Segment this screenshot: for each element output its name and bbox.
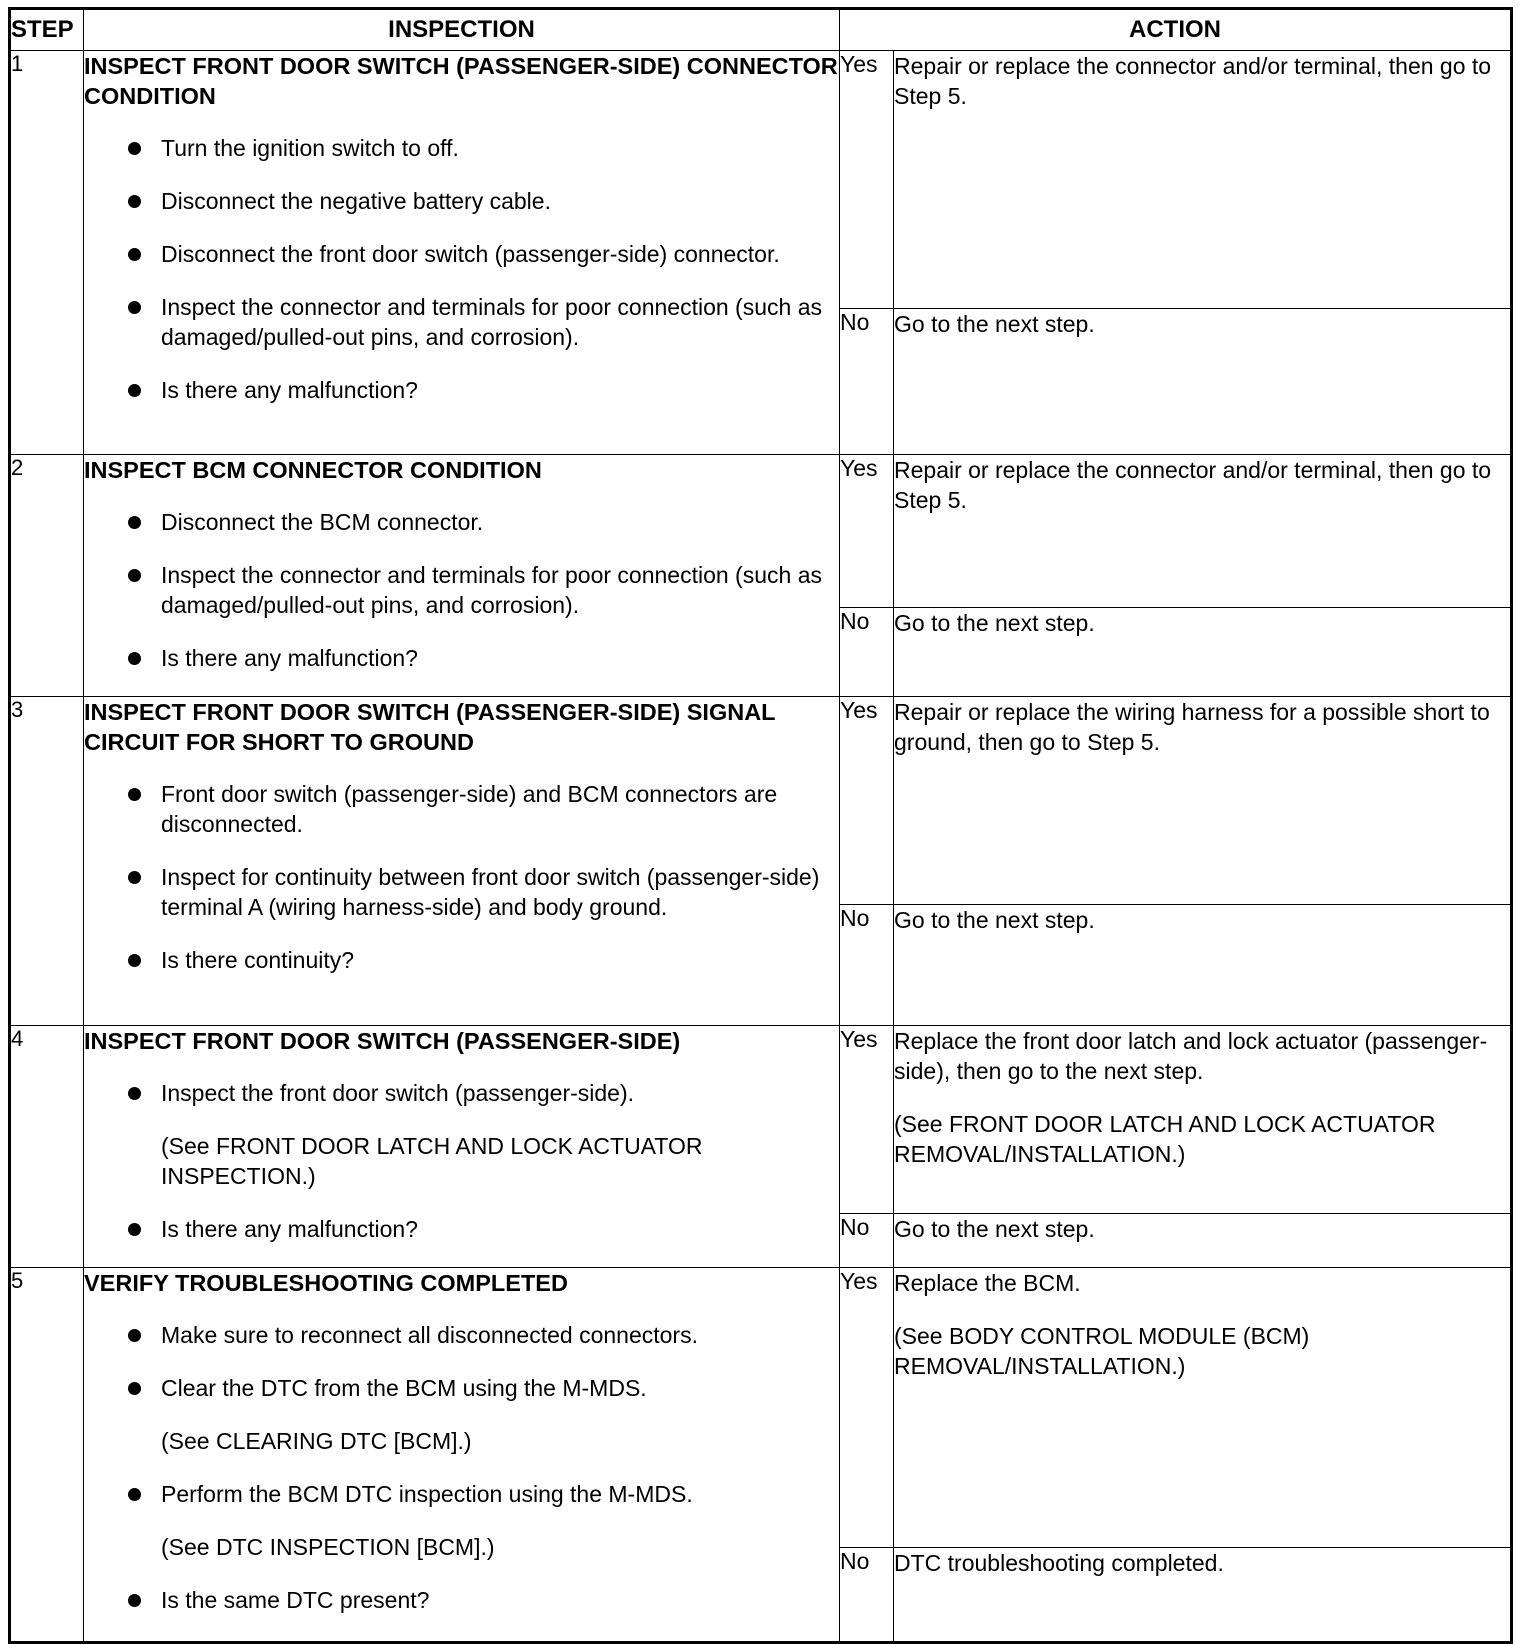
- inspection-item: [84, 1078, 839, 1108]
- item-text: (See FRONT DOOR LATCH AND LOCK ACTUATOR INSPECTION.): [161, 1133, 703, 1189]
- yes-label: Yes: [840, 455, 894, 608]
- no-label: No: [840, 309, 894, 455]
- yes-label: Yes: [840, 1268, 894, 1548]
- item-text: Is the same DTC present?: [161, 1587, 430, 1613]
- step-row-yes: [10, 1026, 1512, 1214]
- header-step: STEP: [10, 9, 84, 51]
- action-text: (See BODY CONTROL MODULE (BCM) REMOVAL/INSTALLATION.): [894, 1323, 1310, 1379]
- no-label: No: [840, 607, 894, 696]
- inspection-item: [84, 1373, 839, 1403]
- bullet-icon: [128, 871, 141, 884]
- header-inspection: INSPECTION: [84, 9, 840, 51]
- inspection-title: INSPECT BCM CONNECTOR CONDITION: [84, 457, 542, 483]
- item-text: Inspect for continuity between front door switch (passenger-side) terminal A (wiring harness-side) and body ground.: [161, 864, 820, 920]
- action-text: Go to the next step.: [894, 311, 1095, 337]
- reference-note: [84, 1532, 839, 1562]
- step-row-yes: [10, 455, 1512, 608]
- step-number: 1: [10, 51, 84, 455]
- no-label: No: [840, 1214, 894, 1268]
- item-text: (See DTC INSPECTION [BCM].): [161, 1534, 495, 1560]
- bullet-icon: [128, 301, 141, 314]
- inspection-item: [84, 375, 839, 405]
- action-text: Go to the next step.: [894, 1216, 1095, 1242]
- item-text: Disconnect the BCM connector.: [161, 509, 484, 535]
- step-row-yes: [10, 51, 1512, 309]
- bullet-icon: [128, 1223, 141, 1236]
- inspection-item: [84, 1479, 839, 1509]
- action-text: DTC troubleshooting completed.: [894, 1550, 1224, 1576]
- no-action: [894, 1214, 1512, 1268]
- item-text: Inspect the front door switch (passenger-side).: [161, 1080, 635, 1106]
- inspection-list: [84, 1078, 839, 1244]
- item-text: Clear the DTC from the BCM using the M-MDS.: [161, 1375, 647, 1401]
- no-action: [894, 1548, 1512, 1643]
- inspection-item: [84, 643, 839, 673]
- bullet-icon: [128, 569, 141, 582]
- yes-action: [894, 1268, 1512, 1548]
- bullet-icon: [128, 954, 141, 967]
- step-number: 4: [10, 1026, 84, 1268]
- action-text: Go to the next step.: [894, 907, 1095, 933]
- item-text: Perform the BCM DTC inspection using the M-MDS.: [161, 1481, 693, 1507]
- action-text: Repair or replace the connector and/or terminal, then go to Step 5.: [894, 457, 1492, 513]
- item-text: Make sure to reconnect all disconnected connectors.: [161, 1322, 698, 1348]
- bullet-icon: [128, 1488, 141, 1501]
- action-text: Replace the BCM.: [894, 1270, 1081, 1296]
- inspection-item: [84, 186, 839, 216]
- bullet-icon: [128, 142, 141, 155]
- bullet-icon: [128, 1594, 141, 1607]
- bullet-icon: [128, 384, 141, 397]
- inspection-item: [84, 239, 839, 269]
- item-text: Is there any malfunction?: [161, 1216, 418, 1242]
- bullet-icon: [128, 516, 141, 529]
- yes-label: Yes: [840, 51, 894, 309]
- item-text: (See CLEARING DTC [BCM].): [161, 1428, 472, 1454]
- inspection-title: VERIFY TROUBLESHOOTING COMPLETED: [84, 1270, 568, 1296]
- reference-note: [84, 1131, 839, 1191]
- item-text: Is there any malfunction?: [161, 377, 418, 403]
- action-text: Replace the front door latch and lock actuator (passenger-side), then go to the next step.: [894, 1028, 1488, 1084]
- item-text: Is there continuity?: [161, 947, 355, 973]
- inspection-list: [84, 507, 839, 673]
- inspection-item: [84, 1585, 839, 1615]
- inspection-item: [84, 862, 839, 922]
- inspection-list: [84, 1320, 839, 1615]
- inspection-item: [84, 945, 839, 975]
- action-text: (See FRONT DOOR LATCH AND LOCK ACTUATOR REMOVAL/INSTALLATION.): [894, 1111, 1436, 1167]
- inspection-cell: [84, 1268, 840, 1643]
- bullet-icon: [128, 1087, 141, 1100]
- yes-action: [894, 1026, 1512, 1214]
- inspection-cell: [84, 1026, 840, 1268]
- bullet-icon: [128, 195, 141, 208]
- inspection-item: [84, 779, 839, 839]
- inspection-list: [84, 133, 839, 405]
- reference-note: [84, 1426, 839, 1456]
- item-text: Inspect the connector and terminals for poor connection (such as damaged/pulled-out pins, and corrosion).: [161, 294, 822, 350]
- yes-label: Yes: [840, 1026, 894, 1214]
- inspection-cell: [84, 455, 840, 697]
- inspection-item: [84, 292, 839, 352]
- bullet-icon: [128, 1382, 141, 1395]
- item-text: Disconnect the front door switch (passenger-side) connector.: [161, 241, 780, 267]
- step-number: 3: [10, 697, 84, 1026]
- item-text: Disconnect the negative battery cable.: [161, 188, 551, 214]
- inspection-item: [84, 133, 839, 163]
- inspection-item: [84, 560, 839, 620]
- step-row-yes: [10, 1268, 1512, 1548]
- item-text: Is there any malfunction?: [161, 645, 418, 671]
- inspection-title: INSPECT FRONT DOOR SWITCH (PASSENGER-SIDE) SIGNAL CIRCUIT FOR SHORT TO GROUND: [84, 699, 776, 755]
- action-text: Repair or replace the wiring harness for a possible short to ground, then go to Step 5.: [894, 699, 1490, 755]
- inspection-cell: [84, 697, 840, 1026]
- item-text: Inspect the connector and terminals for poor connection (such as damaged/pulled-out pins, and corrosion).: [161, 562, 822, 618]
- inspection-item: [84, 507, 839, 537]
- no-action: [894, 607, 1512, 696]
- inspection-title: INSPECT FRONT DOOR SWITCH (PASSENGER-SIDE): [84, 1028, 681, 1054]
- bullet-icon: [128, 788, 141, 801]
- bullet-icon: [128, 1329, 141, 1342]
- action-text: Go to the next step.: [894, 609, 1095, 636]
- bullet-icon: [128, 652, 141, 665]
- step-number: 2: [10, 455, 84, 697]
- no-action: [894, 905, 1512, 1026]
- inspection-item: [84, 1214, 839, 1244]
- header-row: [10, 9, 1512, 51]
- step-row-yes: [10, 697, 1512, 905]
- inspection-item: [84, 1320, 839, 1350]
- no-label: No: [840, 1548, 894, 1643]
- no-label: No: [840, 905, 894, 1026]
- inspection-title: INSPECT FRONT DOOR SWITCH (PASSENGER-SIDE) CONNECTOR CONDITION: [84, 53, 838, 109]
- yes-action: [894, 455, 1512, 608]
- no-action: [894, 309, 1512, 455]
- troubleshooting-table: [8, 7, 1513, 1644]
- inspection-list: [84, 779, 839, 975]
- action-text: Repair or replace the connector and/or terminal, then go to Step 5.: [894, 53, 1492, 109]
- item-text: Front door switch (passenger-side) and BCM connectors are disconnected.: [161, 781, 778, 837]
- header-action: ACTION: [840, 9, 1512, 51]
- yes-action: [894, 51, 1512, 309]
- item-text: Turn the ignition switch to off.: [161, 135, 459, 161]
- inspection-cell: [84, 51, 840, 455]
- yes-label: Yes: [840, 697, 894, 905]
- yes-action: [894, 697, 1512, 905]
- bullet-icon: [128, 248, 141, 261]
- step-number: 5: [10, 1268, 84, 1643]
